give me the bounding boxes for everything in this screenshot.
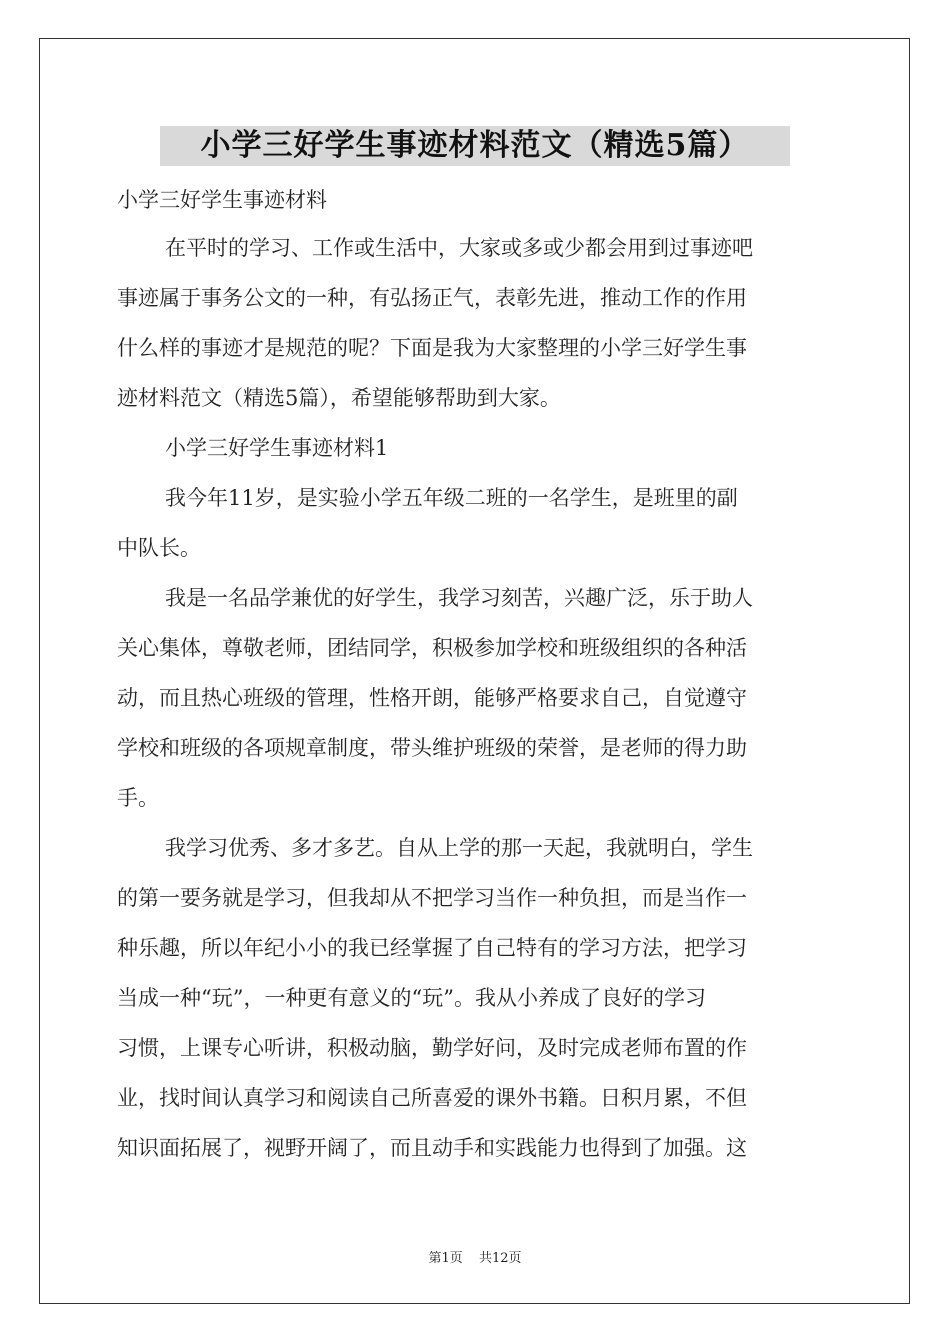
page-number: 第1页 [428,1251,463,1266]
page-total: 共12页 [478,1251,522,1266]
paragraph-line: 关心集体，尊敬老师，团结同学，积极参加学校和班级组织的各种活 [117,636,747,660]
paragraph-line: 我是一名品学兼优的好学生，我学习刻苦，兴趣广泛，乐于助人 [165,586,753,610]
paragraph-line: 种乐趣，所以年纪小小的我已经掌握了自己特有的学习方法，把学习 [117,936,747,960]
paragraph-line: 在平时的学习、工作或生活中，大家或多或少都会用到过事迹吧 [165,236,753,260]
paragraph-line: 事迹属于事务公文的一种，有弘扬正气，表彰先进，推动工作的作用 [117,286,747,310]
paragraph-line: 的第一要务就是学习，但我却从不把学习当作一种负担，而是当作一 [117,886,747,910]
paragraph-line: 迹材料范文（精选5篇），希望能够帮助到大家。 [117,386,561,410]
paragraph-line: 什么样的事迹才是规范的呢？下面是我为大家整理的小学三好学生事 [117,336,747,360]
paragraph-line: 中队长。 [117,536,201,560]
document-title: 小学三好学生事迹材料范文（精选5篇） [160,126,790,166]
paragraph-line: 我今年11岁，是实验小学五年级二班的一名学生，是班里的副 [165,486,738,510]
page-footer [0,1247,950,1266]
paragraph-line: 我学习优秀、多才多艺。自从上学的那一天起，我就明白，学生 [165,836,753,860]
paragraph-line: 学校和班级的各项规章制度，带头维护班级的荣誉，是老师的得力助 [117,736,747,760]
paragraph-line: 当成一种“玩”，一种更有意义的“玩”。我从小养成了良好的学习 [117,986,706,1010]
paragraph-line: 习惯，上课专心听讲，积极动脑，勤学好问，及时完成老师布置的作 [117,1036,747,1060]
paragraph-line: 业，找时间认真学习和阅读自己所喜爱的课外书籍。日积月累，不但 [117,1086,747,1110]
document-subtitle: 小学三好学生事迹材料 [117,188,327,212]
paragraph-line: 知识面拓展了，视野开阔了，而且动手和实践能力也得到了加强。这 [117,1136,747,1160]
paragraph-line: 手。 [117,786,159,810]
paragraph-line: 动，而且热心班级的管理，性格开朗，能够严格要求自己，自觉遵守 [117,686,747,710]
section-heading: 小学三好学生事迹材料1 [165,436,389,460]
page-border [39,38,910,1304]
